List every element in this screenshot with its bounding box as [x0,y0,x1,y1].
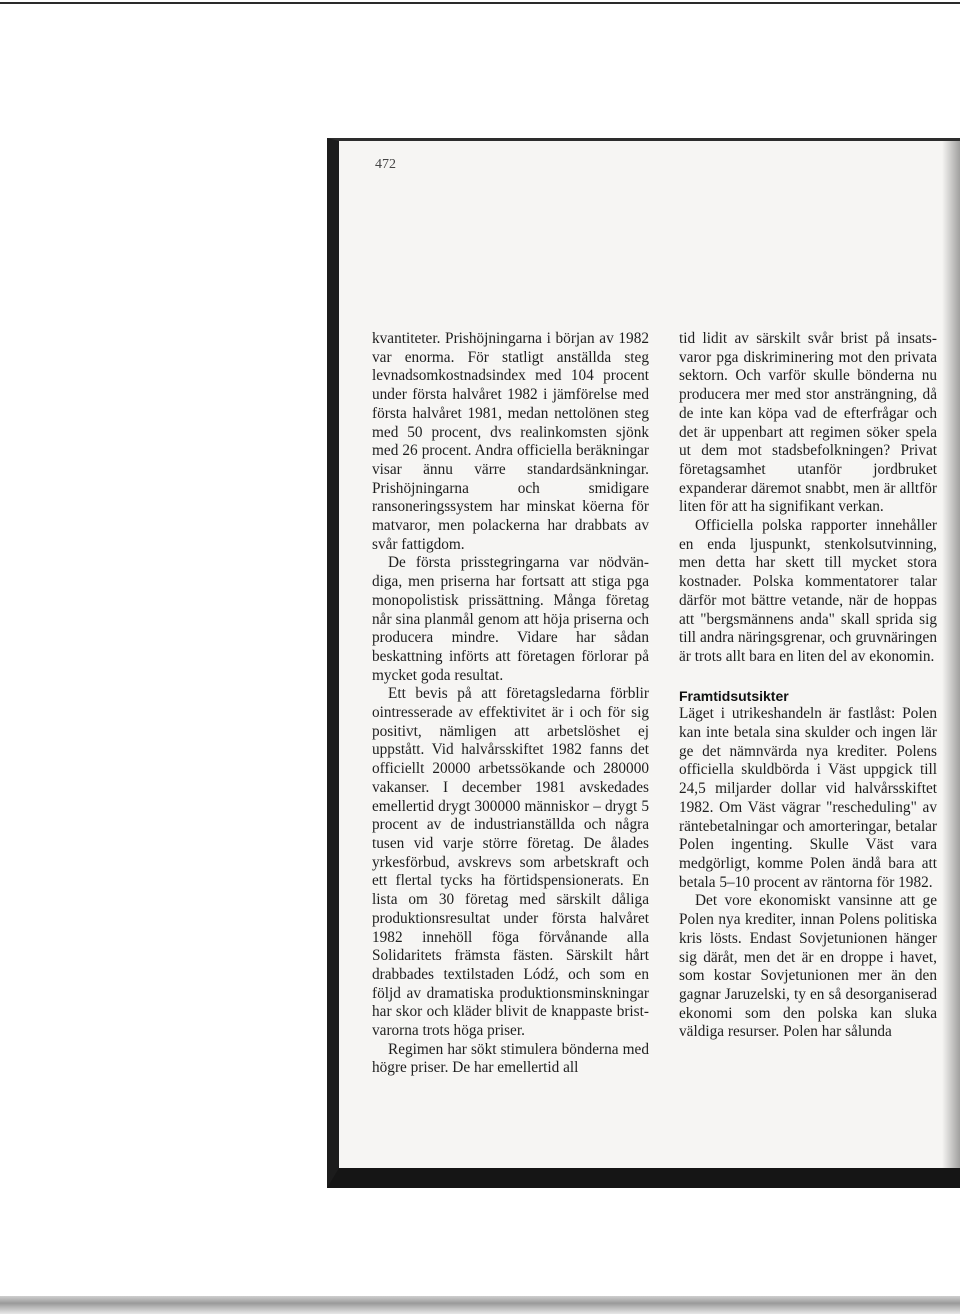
paragraph: Läget i utrikeshandeln är fastlåst: Polen kan inte betala sina skulder och ingen lär ge det nämnvärda nya krediter. Polens officiella skuldbörda i Väst uppgick till 24,5 miljarder dollar vid halvårsskiftet 1982. Om Väst vägrar "rescheduling" av räntebetalningar och amorteringar, betalar Polen ingenting. Skulle Väst vara medgörligt, komme Polen ändå bara att betala 5–10 procent av räntorna för 1982. [679,705,937,891]
left-text-column [372,330,649,1078]
book-page [327,138,960,1188]
paragraph: Det vore ekonomiskt vansinne att ge Polen nya krediter, innan Polens politiska kris lösts. Endast Sovjetunionen hänger sig däråt, men det är en droppe i havet, som kostar Sovjetunionen mer än den gagnar Jaruzelski, ty en så desorganiserad ekonomi som den polska kan sluka väldiga resurser. Polen har sålunda [679,892,937,1041]
paragraph: tid lidit av särskilt svår brist på insatsvaror pga diskriminering mot den privata sektorn. Och varför skulle bönderna nu producera mer med stor ansträngning, då de inte kan köpa vad de efterfrågar och det är uppenbart att regimen söker spela ut dem mot stadsbefolkningen? Privat företagsamhet utanför jordbruket expanderar däremot snabbt, men är alltför liten för att ha signifikant verkan. [679,330,937,516]
paragraph: Officiella polska rapporter innehåller en enda ljuspunkt, stenkolsutvinning, men detta har skett till mycket stora kostnader. Polska kommentatorer talar därför mot bättre vetande, när de hoppas att "bergsmännens anda" skall sprida sig till andra näringsgrenar, och gruvnäringen är trots allt bara en liten del av ekonomin. [679,517,937,665]
scan-bottom-edge [0,1296,960,1314]
paragraph: De första prisstegringarna var nödvändiga, men priserna har fortsatt att stiga pga monopolistisk prissättning. Många företag når sina planmål genom att höja priserna och producera mindre. Vidare har sådan beskattning införts att företagen förlorar på mycket goda resultat. [372,554,649,684]
scan-top-edge [0,2,960,4]
right-text-column [679,330,937,1042]
page-number: 472 [375,157,396,172]
paragraph: Ett bevis på att företagsledarna förblir ointresserade av effektivitet är i och för sig positivt, nämligen att arbetslöshet ej uppstått. Vid halvårsskiftet 1982 fanns det officiellt 20000 arbetssökande och 280000 vakanser. I december 1981 avskedades emellertid drygt 300000 människor – drygt 5 procent av de industrianställda och några tusen vid varje större företag. De ålades yrkesförbud, avskrevs som arbetskraft och ett flertal tycks ha förtidspensionerats. En lista om 30 företag med särskilt dåliga produktionsresultat under första halvåret 1982 innehöll föga förvånande alla Solidaritets främsta fästen. Särskilt hårt drabbades textilstaden Lódź, och som en följd av dramatiska produktionsminskningar har skor och kläder blivit de knappaste bristvarorna trots höga priser. [372,685,649,1040]
paragraph: kvantiteter. Prishöjningarna i början av 1982 var enorma. För statligt anställda steg levnadsomkostnadsindex med 104 procent under första halvåret 1982 i jämförelse med första halvåret 1981, medan nettolönen steg med 50 procent, dvs realinkomsten sjönk med 26 procent. Andra officiella beräkningar visar ännu värre standardsänkningar. Prishöjningarna och smidigare ransoneringssystem har minskat köerna för matvaror, men polackerna har drabbats av svår fattigdom. [372,330,649,553]
paragraph: Regimen har sökt stimulera bönderna med högre priser. De har emellertid all [372,1040,649,1077]
section-heading: Framtidsutsikter [679,687,789,704]
